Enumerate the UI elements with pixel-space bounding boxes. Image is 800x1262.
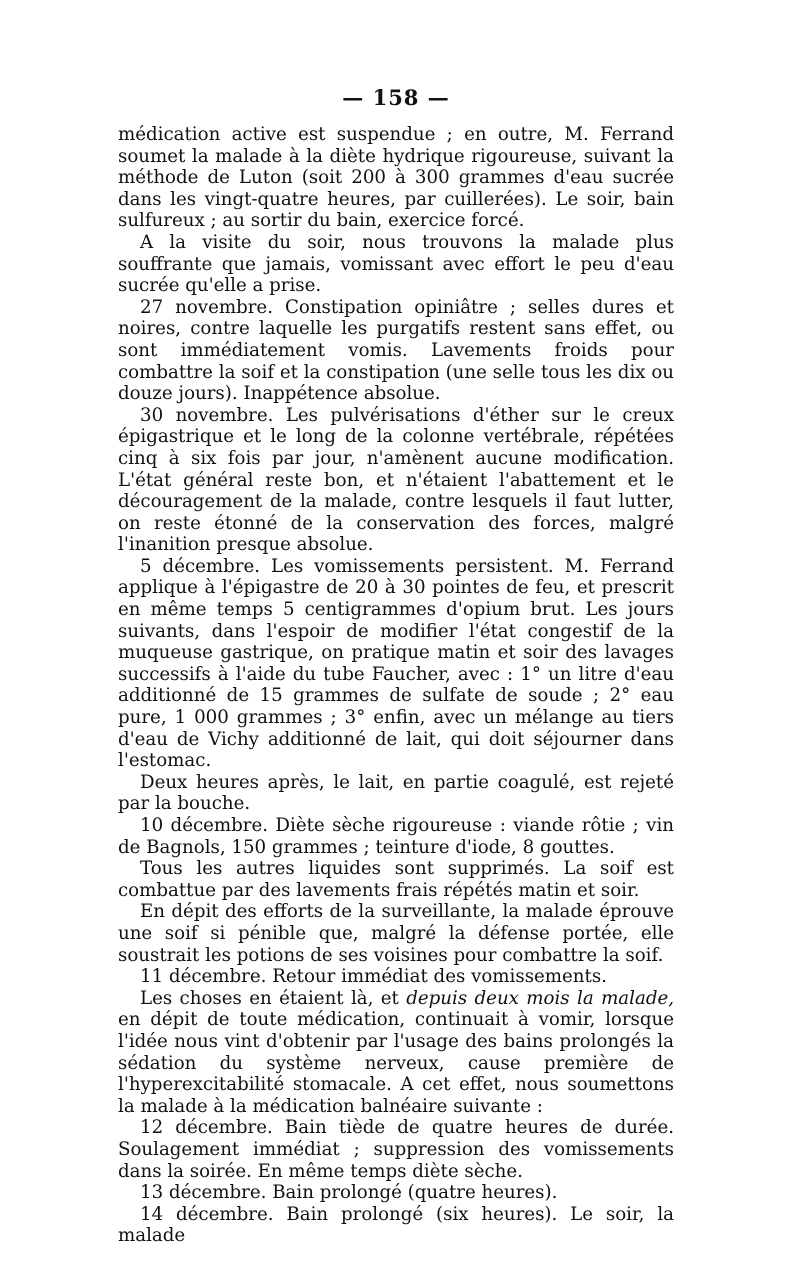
paragraph-14-december: 14 décembre. Bain prolongé (six heures). Le soir, la malade	[118, 1203, 674, 1247]
paragraph-medication: médication active est suspendue ; en outre, M. Ferrand soumet la malade à la diète hydrique rigoureuse, suivant la méthode de Luton (soit 200 à 300 grammes d'eau sucrée dans les vingt-quatre heures, par cuillerées). Le soir, bain sulfureux ; au sortir du bain, exercice forcé.	[118, 124, 674, 232]
page-number: — 158 —	[342, 85, 450, 110]
paragraph-bath-idea	[118, 988, 674, 1118]
paragraph-13-december: 13 décembre. Bain prolongé (quatre heures).	[140, 1182, 558, 1204]
bath-idea-text-before: Les choses en étaient là, et	[140, 987, 407, 1009]
body-text	[118, 124, 674, 1247]
bath-idea-text-after: en dépit de toute médication, continuait à vomir, lorsque l'idée nous vint d'obtenir par l'usage des bains prolongés la sédation du système nerveux, cause première de l'hyperexcitabilité stomacale. A cet effet, nous soumettons la malade à la médication balnéaire suivante :	[118, 1009, 674, 1117]
paragraph-evening-visit: A la visite du soir, nous trouvons la malade plus souffrante que jamais, vomissant avec effort le peu d'eau sucrée qu'elle a prise.	[118, 231, 674, 297]
paragraph-liquids-suppressed: Tous les autres liquides sont supprimés. La soif est combattue par des lavements frais répétés matin et soir.	[118, 858, 674, 901]
paragraph-27-november: 27 novembre. Constipation opiniâtre ; selles dures et noires, contre laquelle les purgatifs restent sans effet, ou sont immédiatement vomis. Lavements froids pour combattre la soif et la constipation (une selle tous les dix ou douze jours). Inappétence absolue.	[118, 296, 674, 405]
paragraph-despite-efforts: En dépit des efforts de la surveillante, la malade éprouve une soif si pénible que, malgré la défense portée, elle soustrait les potions de ses voisines pour combattre la soif.	[118, 901, 674, 966]
paragraph-12-december: 12 décembre. Bain tiède de quatre heures de durée. Soulagement immédiat ; suppression des vomissements dans la soirée. En même temps diète sèche.	[118, 1117, 674, 1182]
book-page	[118, 86, 674, 1247]
paragraph-two-hours-later: Deux heures après, le lait, en partie coagulé, est rejeté par la bouche.	[118, 771, 674, 815]
paragraph-5-december: 5 décembre. Les vomissements persistent. M. Ferrand applique à l'épigastre de 20 à 30 pointes de feu, et prescrit en même temps 5 centigrammes d'opium brut. Les jours suivants, dans l'espoir de modifier l'état congestif de la muqueuse gastrique, on pratique matin et soir des lavages successifs à l'aide du tube Faucher, avec : 1° un litre d'eau additionné de 15 grammes de sulfate de soude ; 2° eau pure, 1 000 grammes ; 3° enfin, avec un mélange au tiers d'eau de Vichy additionné de lait, qui doit séjourner dans l'estomac.	[118, 555, 674, 772]
paragraph-30-november: 30 novembre. Les pulvérisations d'éther sur le creux épigastrique et le long de la colonne vertébrale, répétées cinq à six fois par jour, n'amènent aucune modification. L'état général reste bon, et n'étaient l'abattement et le découragement de la malade, contre lesquels il faut lutter, on reste étonné de la conservation des forces, malgré l'inanition presque absolue.	[118, 404, 674, 556]
bath-idea-text-italic: depuis deux mois la malade,	[406, 987, 675, 1009]
paragraph-10-december: 10 décembre. Diète sèche rigoureuse : viande rôtie ; vin de Bagnols, 150 grammes ; teinture d'iode, 8 gouttes.	[118, 815, 674, 858]
paragraph-11-december: 11 décembre. Retour immédiat des vomissements.	[140, 966, 607, 988]
